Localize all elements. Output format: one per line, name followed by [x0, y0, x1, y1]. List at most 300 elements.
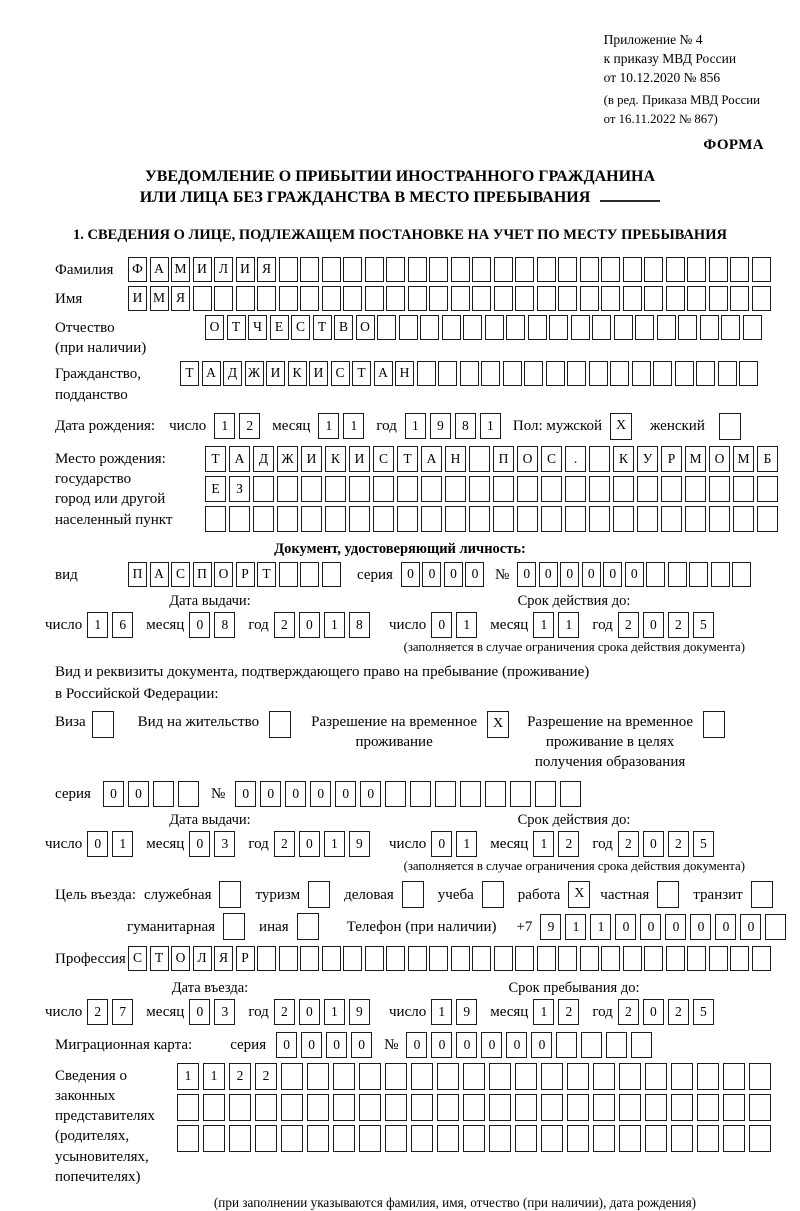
purpose-private-cell[interactable] — [657, 881, 679, 908]
citizenship-char-cell[interactable] — [503, 361, 522, 386]
birth-place-char-cell[interactable]: Б — [757, 446, 778, 472]
profession-char-cell[interactable]: Я — [214, 946, 233, 971]
birth-place-char-cell[interactable] — [613, 476, 634, 502]
migration-series-cell[interactable]: 0 — [276, 1032, 297, 1058]
validity-year-cell[interactable]: 0 — [643, 612, 664, 638]
doc-number-cell[interactable] — [732, 562, 751, 587]
citizenship-char-cell[interactable]: А — [202, 361, 221, 386]
birth-place-char-cell[interactable] — [733, 476, 754, 502]
birth-place-char-cell[interactable] — [253, 506, 274, 532]
patronymic-char-cell[interactable] — [485, 315, 504, 340]
phone-digit-cell[interactable]: 1 — [590, 914, 611, 940]
patronymic-char-cell[interactable] — [463, 315, 482, 340]
patronymic-char-cell[interactable]: В — [334, 315, 353, 340]
residence-number-cell[interactable] — [560, 781, 581, 807]
legal-reps-char-cell[interactable] — [489, 1063, 511, 1090]
birth-place-char-cell[interactable]: У — [637, 446, 658, 472]
birth-year-cell[interactable]: 1 — [405, 413, 426, 439]
issue-day-cell[interactable]: 0 — [87, 831, 108, 857]
name-char-cell[interactable] — [752, 286, 771, 311]
name-char-cell[interactable] — [257, 286, 276, 311]
citizenship-char-cell[interactable]: И — [309, 361, 328, 386]
birth-place-char-cell[interactable]: И — [349, 446, 370, 472]
issue-day-cell[interactable]: 1 — [112, 831, 133, 857]
name-char-cell[interactable] — [236, 286, 255, 311]
surname-char-cell[interactable] — [408, 257, 427, 282]
residence-number-cell[interactable] — [410, 781, 431, 807]
purpose-other-cell[interactable] — [297, 913, 319, 940]
legal-reps-char-cell[interactable] — [385, 1063, 407, 1090]
doc-number-cell[interactable]: 0 — [625, 562, 644, 587]
citizenship-char-cell[interactable] — [632, 361, 651, 386]
surname-char-cell[interactable] — [515, 257, 534, 282]
issue-day-cell[interactable]: 6 — [112, 612, 133, 638]
name-char-cell[interactable] — [365, 286, 384, 311]
name-char-cell[interactable]: И — [128, 286, 147, 311]
doc-number-cell[interactable] — [689, 562, 708, 587]
residence-number-cell[interactable]: 0 — [235, 781, 256, 807]
patronymic-char-cell[interactable] — [721, 315, 740, 340]
birth-place-char-cell[interactable] — [613, 506, 634, 532]
phone-digit-cell[interactable]: 0 — [640, 914, 661, 940]
birth-year-cell[interactable]: 8 — [455, 413, 476, 439]
legal-reps-char-cell[interactable] — [567, 1094, 589, 1121]
profession-char-cell[interactable] — [752, 946, 771, 971]
issue-year-cell[interactable]: 9 — [349, 831, 370, 857]
birth-place-char-cell[interactable]: Е — [205, 476, 226, 502]
stay-month-cell[interactable]: 2 — [558, 999, 579, 1025]
legal-reps-char-cell[interactable] — [255, 1094, 277, 1121]
birth-place-char-cell[interactable] — [229, 506, 250, 532]
profession-char-cell[interactable] — [709, 946, 728, 971]
citizenship-char-cell[interactable] — [524, 361, 543, 386]
birth-year-cell[interactable]: 1 — [480, 413, 501, 439]
birth-place-char-cell[interactable] — [373, 506, 394, 532]
citizenship-char-cell[interactable] — [696, 361, 715, 386]
doc-series-cell[interactable]: 0 — [422, 562, 441, 587]
migration-number-cell[interactable]: 0 — [531, 1032, 552, 1058]
purpose-business-cell[interactable] — [402, 881, 424, 908]
legal-reps-char-cell[interactable] — [333, 1063, 355, 1090]
issue-month-cell[interactable]: 8 — [214, 612, 235, 638]
patronymic-char-cell[interactable] — [614, 315, 633, 340]
birth-place-char-cell[interactable] — [493, 506, 514, 532]
migration-number-cell[interactable]: 0 — [456, 1032, 477, 1058]
surname-char-cell[interactable]: И — [236, 257, 255, 282]
legal-reps-char-cell[interactable] — [515, 1063, 537, 1090]
legal-reps-char-cell[interactable] — [333, 1125, 355, 1152]
migration-series-cell[interactable]: 0 — [326, 1032, 347, 1058]
residence-number-cell[interactable]: 0 — [310, 781, 331, 807]
birth-place-char-cell[interactable] — [733, 506, 754, 532]
migration-number-cell[interactable] — [606, 1032, 627, 1058]
legal-reps-char-cell[interactable] — [593, 1125, 615, 1152]
migration-number-cell[interactable]: 0 — [481, 1032, 502, 1058]
name-char-cell[interactable] — [709, 286, 728, 311]
patronymic-char-cell[interactable] — [420, 315, 439, 340]
citizenship-char-cell[interactable]: И — [266, 361, 285, 386]
surname-char-cell[interactable]: И — [193, 257, 212, 282]
stay-day-cell[interactable]: 1 — [431, 999, 452, 1025]
phone-digit-cell[interactable]: 1 — [565, 914, 586, 940]
name-char-cell[interactable]: М — [150, 286, 169, 311]
profession-char-cell[interactable] — [666, 946, 685, 971]
legal-reps-char-cell[interactable] — [515, 1094, 537, 1121]
legal-reps-char-cell[interactable] — [463, 1125, 485, 1152]
residence-number-cell[interactable] — [510, 781, 531, 807]
legal-reps-char-cell[interactable] — [489, 1125, 511, 1152]
birth-place-char-cell[interactable]: . — [565, 446, 586, 472]
surname-char-cell[interactable] — [601, 257, 620, 282]
issue-year-cell[interactable]: 2 — [274, 831, 295, 857]
legal-reps-char-cell[interactable] — [671, 1094, 693, 1121]
patronymic-char-cell[interactable]: Т — [227, 315, 246, 340]
birth-place-char-cell[interactable]: Н — [445, 446, 466, 472]
birth-place-char-cell[interactable] — [541, 506, 562, 532]
legal-reps-char-cell[interactable] — [723, 1094, 745, 1121]
legal-reps-char-cell[interactable] — [671, 1125, 693, 1152]
doc-number-cell[interactable]: 0 — [603, 562, 622, 587]
legal-reps-char-cell[interactable] — [437, 1063, 459, 1090]
profession-char-cell[interactable] — [515, 946, 534, 971]
validity-day-cell[interactable]: 0 — [431, 612, 452, 638]
citizenship-char-cell[interactable] — [567, 361, 586, 386]
birth-place-char-cell[interactable]: П — [493, 446, 514, 472]
patronymic-char-cell[interactable] — [700, 315, 719, 340]
legal-reps-char-cell[interactable] — [593, 1094, 615, 1121]
doc-type-char-cell[interactable] — [279, 562, 298, 587]
residence-number-cell[interactable] — [460, 781, 481, 807]
legal-reps-char-cell[interactable]: 1 — [177, 1063, 199, 1090]
visa-checkbox-cell[interactable] — [92, 711, 114, 738]
residence-number-cell[interactable] — [535, 781, 556, 807]
name-char-cell[interactable] — [666, 286, 685, 311]
validity-month-cell[interactable]: 2 — [558, 831, 579, 857]
patronymic-char-cell[interactable]: О — [356, 315, 375, 340]
profession-char-cell[interactable]: Р — [236, 946, 255, 971]
patronymic-char-cell[interactable] — [635, 315, 654, 340]
patronymic-char-cell[interactable] — [678, 315, 697, 340]
entry-day-cell[interactable]: 7 — [112, 999, 133, 1025]
citizenship-char-cell[interactable] — [675, 361, 694, 386]
birth-place-char-cell[interactable]: Т — [205, 446, 226, 472]
stay-month-cell[interactable]: 1 — [533, 999, 554, 1025]
legal-reps-char-cell[interactable] — [697, 1125, 719, 1152]
legal-reps-char-cell[interactable] — [515, 1125, 537, 1152]
birth-place-char-cell[interactable] — [493, 476, 514, 502]
legal-reps-char-cell[interactable] — [593, 1063, 615, 1090]
name-char-cell[interactable] — [537, 286, 556, 311]
purpose-official-cell[interactable] — [219, 881, 241, 908]
doc-type-char-cell[interactable]: П — [193, 562, 212, 587]
legal-reps-char-cell[interactable] — [463, 1094, 485, 1121]
profession-char-cell[interactable] — [365, 946, 384, 971]
legal-reps-char-cell[interactable] — [437, 1094, 459, 1121]
birth-place-char-cell[interactable]: И — [301, 446, 322, 472]
phone-digit-cell[interactable]: 9 — [540, 914, 561, 940]
legal-reps-char-cell[interactable] — [437, 1125, 459, 1152]
surname-char-cell[interactable] — [429, 257, 448, 282]
patronymic-char-cell[interactable] — [528, 315, 547, 340]
doc-type-char-cell[interactable]: Т — [257, 562, 276, 587]
profession-char-cell[interactable] — [623, 946, 642, 971]
patronymic-char-cell[interactable]: Е — [270, 315, 289, 340]
patronymic-char-cell[interactable] — [442, 315, 461, 340]
legal-reps-char-cell[interactable]: 1 — [203, 1063, 225, 1090]
name-char-cell[interactable] — [580, 286, 599, 311]
citizenship-char-cell[interactable]: Т — [180, 361, 199, 386]
birth-place-char-cell[interactable] — [397, 506, 418, 532]
patronymic-char-cell[interactable]: Ч — [248, 315, 267, 340]
residence-series-cell[interactable] — [178, 781, 199, 807]
legal-reps-char-cell[interactable] — [229, 1094, 251, 1121]
citizenship-char-cell[interactable] — [481, 361, 500, 386]
name-char-cell[interactable] — [515, 286, 534, 311]
stay-year-cell[interactable]: 0 — [643, 999, 664, 1025]
birth-place-char-cell[interactable]: М — [733, 446, 754, 472]
profession-char-cell[interactable] — [472, 946, 491, 971]
name-char-cell[interactable] — [300, 286, 319, 311]
surname-char-cell[interactable] — [666, 257, 685, 282]
doc-number-cell[interactable]: 0 — [539, 562, 558, 587]
birth-year-cell[interactable]: 9 — [430, 413, 451, 439]
birth-place-char-cell[interactable] — [541, 476, 562, 502]
issue-year-cell[interactable]: 8 — [349, 612, 370, 638]
citizenship-char-cell[interactable] — [417, 361, 436, 386]
legal-reps-char-cell[interactable] — [463, 1063, 485, 1090]
legal-reps-char-cell[interactable] — [671, 1063, 693, 1090]
surname-char-cell[interactable] — [730, 257, 749, 282]
birth-place-char-cell[interactable] — [469, 506, 490, 532]
residence-number-cell[interactable] — [385, 781, 406, 807]
legal-reps-char-cell[interactable] — [359, 1063, 381, 1090]
residence-number-cell[interactable]: 0 — [360, 781, 381, 807]
profession-char-cell[interactable]: Т — [150, 946, 169, 971]
citizenship-char-cell[interactable] — [653, 361, 672, 386]
profession-char-cell[interactable]: О — [171, 946, 190, 971]
stay-year-cell[interactable]: 5 — [693, 999, 714, 1025]
birth-place-char-cell[interactable] — [205, 506, 226, 532]
birth-place-char-cell[interactable] — [517, 476, 538, 502]
migration-number-cell[interactable] — [631, 1032, 652, 1058]
birth-place-char-cell[interactable] — [445, 476, 466, 502]
legal-reps-char-cell[interactable] — [541, 1094, 563, 1121]
legal-reps-char-cell[interactable] — [645, 1125, 667, 1152]
profession-char-cell[interactable] — [537, 946, 556, 971]
birth-place-char-cell[interactable] — [277, 506, 298, 532]
validity-month-cell[interactable]: 1 — [533, 831, 554, 857]
doc-type-char-cell[interactable]: О — [214, 562, 233, 587]
birth-place-char-cell[interactable] — [445, 506, 466, 532]
migration-number-cell[interactable] — [556, 1032, 577, 1058]
residence-number-cell[interactable]: 0 — [335, 781, 356, 807]
citizenship-char-cell[interactable] — [460, 361, 479, 386]
surname-char-cell[interactable] — [644, 257, 663, 282]
patronymic-char-cell[interactable] — [549, 315, 568, 340]
birth-month-cell[interactable]: 1 — [318, 413, 339, 439]
birth-place-char-cell[interactable] — [301, 506, 322, 532]
validity-year-cell[interactable]: 2 — [618, 612, 639, 638]
birth-place-char-cell[interactable] — [661, 476, 682, 502]
legal-reps-char-cell[interactable] — [619, 1125, 641, 1152]
patronymic-char-cell[interactable]: С — [291, 315, 310, 340]
validity-year-cell[interactable]: 2 — [618, 831, 639, 857]
birth-month-cell[interactable]: 1 — [343, 413, 364, 439]
sex-male-cell[interactable]: X — [610, 413, 632, 440]
legal-reps-char-cell[interactable] — [307, 1063, 329, 1090]
surname-char-cell[interactable] — [472, 257, 491, 282]
profession-char-cell[interactable] — [322, 946, 341, 971]
citizenship-char-cell[interactable] — [589, 361, 608, 386]
birth-place-char-cell[interactable] — [565, 476, 586, 502]
surname-char-cell[interactable] — [343, 257, 362, 282]
doc-type-char-cell[interactable]: П — [128, 562, 147, 587]
legal-reps-char-cell[interactable] — [489, 1094, 511, 1121]
legal-reps-char-cell[interactable] — [567, 1125, 589, 1152]
citizenship-char-cell[interactable]: К — [288, 361, 307, 386]
birth-place-char-cell[interactable] — [349, 476, 370, 502]
residence-permit-checkbox-cell[interactable] — [269, 711, 291, 738]
legal-reps-char-cell[interactable] — [281, 1125, 303, 1152]
migration-number-cell[interactable]: 0 — [406, 1032, 427, 1058]
name-char-cell[interactable] — [408, 286, 427, 311]
phone-digit-cell[interactable]: 0 — [690, 914, 711, 940]
birth-place-char-cell[interactable] — [661, 506, 682, 532]
residence-number-cell[interactable] — [435, 781, 456, 807]
surname-char-cell[interactable] — [558, 257, 577, 282]
legal-reps-char-cell[interactable] — [645, 1063, 667, 1090]
legal-reps-char-cell[interactable] — [307, 1125, 329, 1152]
birth-place-char-cell[interactable] — [685, 476, 706, 502]
patronymic-char-cell[interactable] — [506, 315, 525, 340]
migration-number-cell[interactable]: 0 — [506, 1032, 527, 1058]
purpose-humanitarian-cell[interactable] — [223, 913, 245, 940]
birth-place-char-cell[interactable] — [709, 476, 730, 502]
residence-series-cell[interactable]: 0 — [128, 781, 149, 807]
citizenship-char-cell[interactable]: Д — [223, 361, 242, 386]
doc-number-cell[interactable]: 0 — [517, 562, 536, 587]
birth-place-char-cell[interactable]: К — [613, 446, 634, 472]
doc-type-char-cell[interactable]: А — [150, 562, 169, 587]
stay-year-cell[interactable]: 2 — [668, 999, 689, 1025]
issue-year-cell[interactable]: 1 — [324, 831, 345, 857]
surname-char-cell[interactable] — [279, 257, 298, 282]
doc-number-cell[interactable]: 0 — [582, 562, 601, 587]
birth-place-char-cell[interactable] — [685, 506, 706, 532]
profession-char-cell[interactable] — [279, 946, 298, 971]
stay-year-cell[interactable]: 2 — [618, 999, 639, 1025]
birth-place-char-cell[interactable] — [757, 476, 778, 502]
surname-char-cell[interactable]: М — [171, 257, 190, 282]
birth-day-cell[interactable]: 1 — [214, 413, 235, 439]
birth-place-char-cell[interactable] — [589, 506, 610, 532]
legal-reps-char-cell[interactable] — [541, 1125, 563, 1152]
birth-place-char-cell[interactable]: А — [421, 446, 442, 472]
birth-place-char-cell[interactable] — [325, 476, 346, 502]
issue-month-cell[interactable]: 0 — [189, 831, 210, 857]
birth-place-char-cell[interactable]: С — [541, 446, 562, 472]
birth-place-char-cell[interactable] — [517, 506, 538, 532]
citizenship-char-cell[interactable]: С — [331, 361, 350, 386]
name-char-cell[interactable] — [601, 286, 620, 311]
stay-day-cell[interactable]: 9 — [456, 999, 477, 1025]
surname-char-cell[interactable] — [537, 257, 556, 282]
doc-type-char-cell[interactable]: С — [171, 562, 190, 587]
phone-digit-cell[interactable]: 0 — [740, 914, 761, 940]
birth-place-char-cell[interactable] — [637, 506, 658, 532]
validity-year-cell[interactable]: 2 — [668, 612, 689, 638]
legal-reps-char-cell[interactable] — [723, 1125, 745, 1152]
profession-char-cell[interactable] — [386, 946, 405, 971]
surname-char-cell[interactable] — [580, 257, 599, 282]
name-char-cell[interactable] — [494, 286, 513, 311]
profession-char-cell[interactable] — [408, 946, 427, 971]
profession-char-cell[interactable] — [687, 946, 706, 971]
surname-char-cell[interactable] — [752, 257, 771, 282]
surname-char-cell[interactable] — [623, 257, 642, 282]
legal-reps-char-cell[interactable] — [645, 1094, 667, 1121]
doc-type-char-cell[interactable] — [322, 562, 341, 587]
issue-year-cell[interactable]: 1 — [324, 612, 345, 638]
temp-residence-checkbox-cell[interactable]: X — [487, 711, 509, 738]
issue-month-cell[interactable]: 3 — [214, 831, 235, 857]
profession-char-cell[interactable] — [429, 946, 448, 971]
citizenship-char-cell[interactable]: А — [374, 361, 393, 386]
legal-reps-char-cell[interactable] — [411, 1094, 433, 1121]
phone-digit-cell[interactable] — [765, 914, 786, 940]
name-char-cell[interactable]: Я — [171, 286, 190, 311]
name-char-cell[interactable] — [730, 286, 749, 311]
issue-year-cell[interactable]: 0 — [299, 612, 320, 638]
legal-reps-char-cell[interactable] — [203, 1094, 225, 1121]
profession-char-cell[interactable] — [451, 946, 470, 971]
entry-year-cell[interactable]: 1 — [324, 999, 345, 1025]
legal-reps-char-cell[interactable] — [619, 1094, 641, 1121]
legal-reps-char-cell[interactable] — [697, 1063, 719, 1090]
temp-residence-edu-checkbox-cell[interactable] — [703, 711, 725, 738]
entry-year-cell[interactable]: 9 — [349, 999, 370, 1025]
doc-series-cell[interactable]: 0 — [444, 562, 463, 587]
legal-reps-char-cell[interactable] — [281, 1094, 303, 1121]
migration-series-cell[interactable]: 0 — [351, 1032, 372, 1058]
validity-year-cell[interactable]: 0 — [643, 831, 664, 857]
issue-day-cell[interactable]: 1 — [87, 612, 108, 638]
name-char-cell[interactable] — [322, 286, 341, 311]
name-char-cell[interactable] — [214, 286, 233, 311]
profession-char-cell[interactable] — [494, 946, 513, 971]
profession-char-cell[interactable] — [257, 946, 276, 971]
legal-reps-char-cell[interactable] — [697, 1094, 719, 1121]
surname-char-cell[interactable] — [494, 257, 513, 282]
validity-month-cell[interactable]: 1 — [533, 612, 554, 638]
surname-char-cell[interactable]: Л — [214, 257, 233, 282]
legal-reps-char-cell[interactable] — [619, 1063, 641, 1090]
doc-series-cell[interactable]: 0 — [465, 562, 484, 587]
surname-char-cell[interactable] — [300, 257, 319, 282]
migration-number-cell[interactable] — [581, 1032, 602, 1058]
citizenship-char-cell[interactable]: Н — [395, 361, 414, 386]
legal-reps-char-cell[interactable] — [541, 1063, 563, 1090]
citizenship-char-cell[interactable] — [718, 361, 737, 386]
patronymic-char-cell[interactable] — [399, 315, 418, 340]
sex-female-cell[interactable] — [719, 413, 741, 440]
citizenship-char-cell[interactable]: Т — [352, 361, 371, 386]
birth-place-char-cell[interactable] — [421, 476, 442, 502]
profession-char-cell[interactable] — [601, 946, 620, 971]
profession-char-cell[interactable] — [644, 946, 663, 971]
validity-year-cell[interactable]: 5 — [693, 831, 714, 857]
birth-place-char-cell[interactable] — [277, 476, 298, 502]
